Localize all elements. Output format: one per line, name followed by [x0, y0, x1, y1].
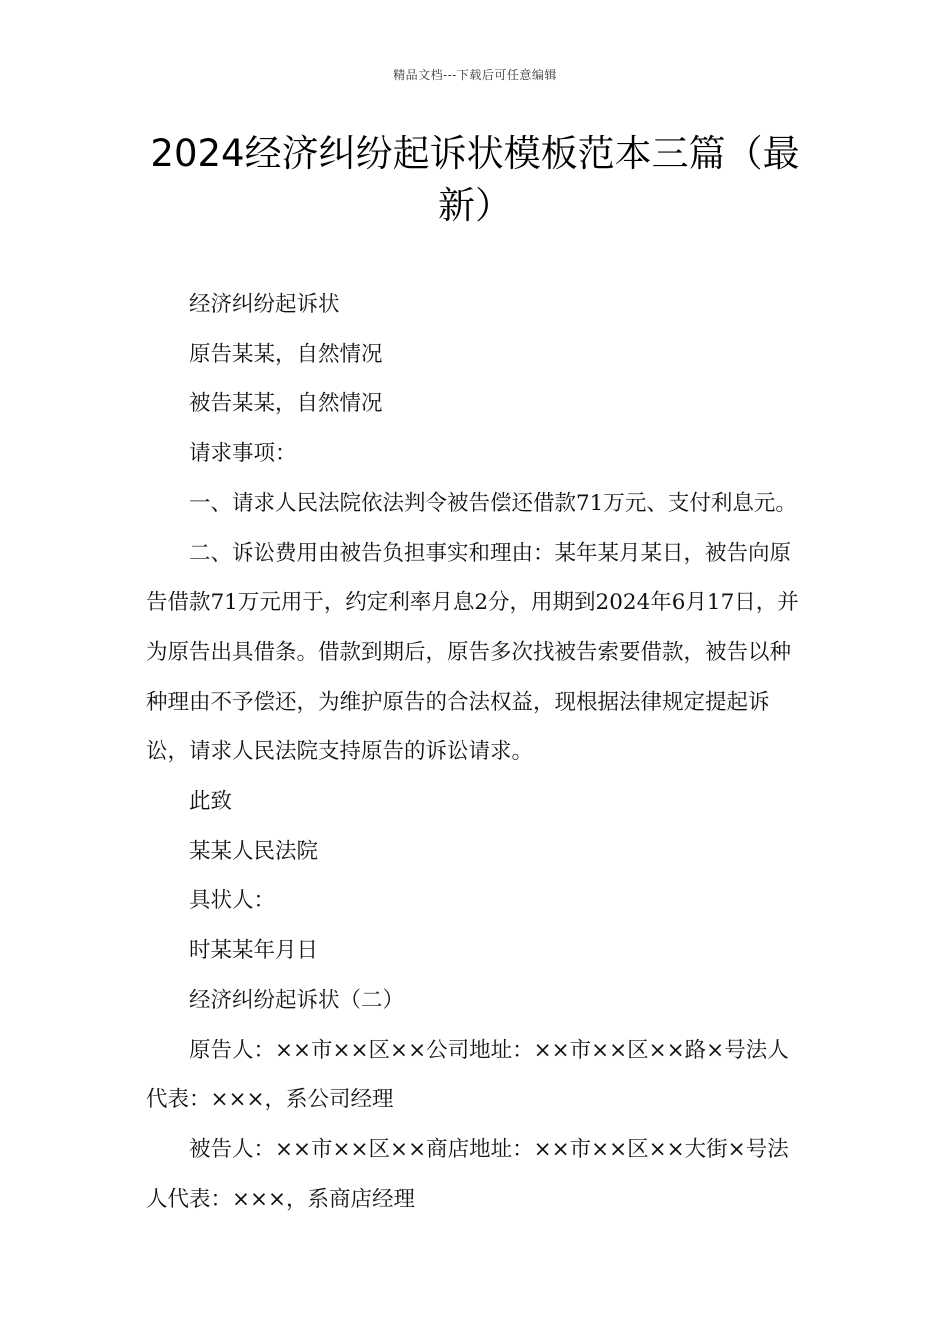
paragraph: 经济纠纷起诉状	[189, 292, 340, 317]
paragraph: 某某人民法院	[189, 838, 319, 864]
paragraph: 被告人：××市××区××商店地址：××市××区××大街×号法人代表：×××，系商店经理	[146, 1136, 789, 1212]
document-title: 2024经济纠纷起诉状模板范本三篇（最新）	[150, 132, 800, 227]
document-body	[146, 280, 810, 1224]
paragraph: 原告某某，自然情况	[189, 341, 383, 367]
paragraph: 具状人：	[189, 888, 276, 914]
paragraph: 二、诉讼费用由被告负担事实和理由：某年某月某日，被告向原告借款71万元用于，约定利率月息2分，用期到2024年6月17日，并为原告出具借条。借款到期后，原告多次找被告索要借款，被告以种种理由不予偿还，为维护原告的合法权益，现根据法律规定提起诉讼，请求人民法院支持原告的诉讼请求。	[146, 540, 799, 765]
paragraph: 经济纠纷起诉状（二）	[189, 987, 405, 1013]
paragraph: 原告人：××市××区××公司地址：××市××区××路×号法人代表：×××，系公司经理	[146, 1037, 789, 1113]
page-header: 精品文档---下载后可任意编辑	[393, 68, 557, 82]
paragraph: 时某某年月日	[189, 938, 319, 964]
paragraph: 被告某某，自然情况	[189, 391, 383, 417]
paragraph: 一、请求人民法院依法判令被告偿还借款71万元、支付利息元。	[189, 490, 797, 516]
paragraph: 此致	[189, 789, 233, 815]
paragraph: 请求事项：	[189, 441, 297, 467]
